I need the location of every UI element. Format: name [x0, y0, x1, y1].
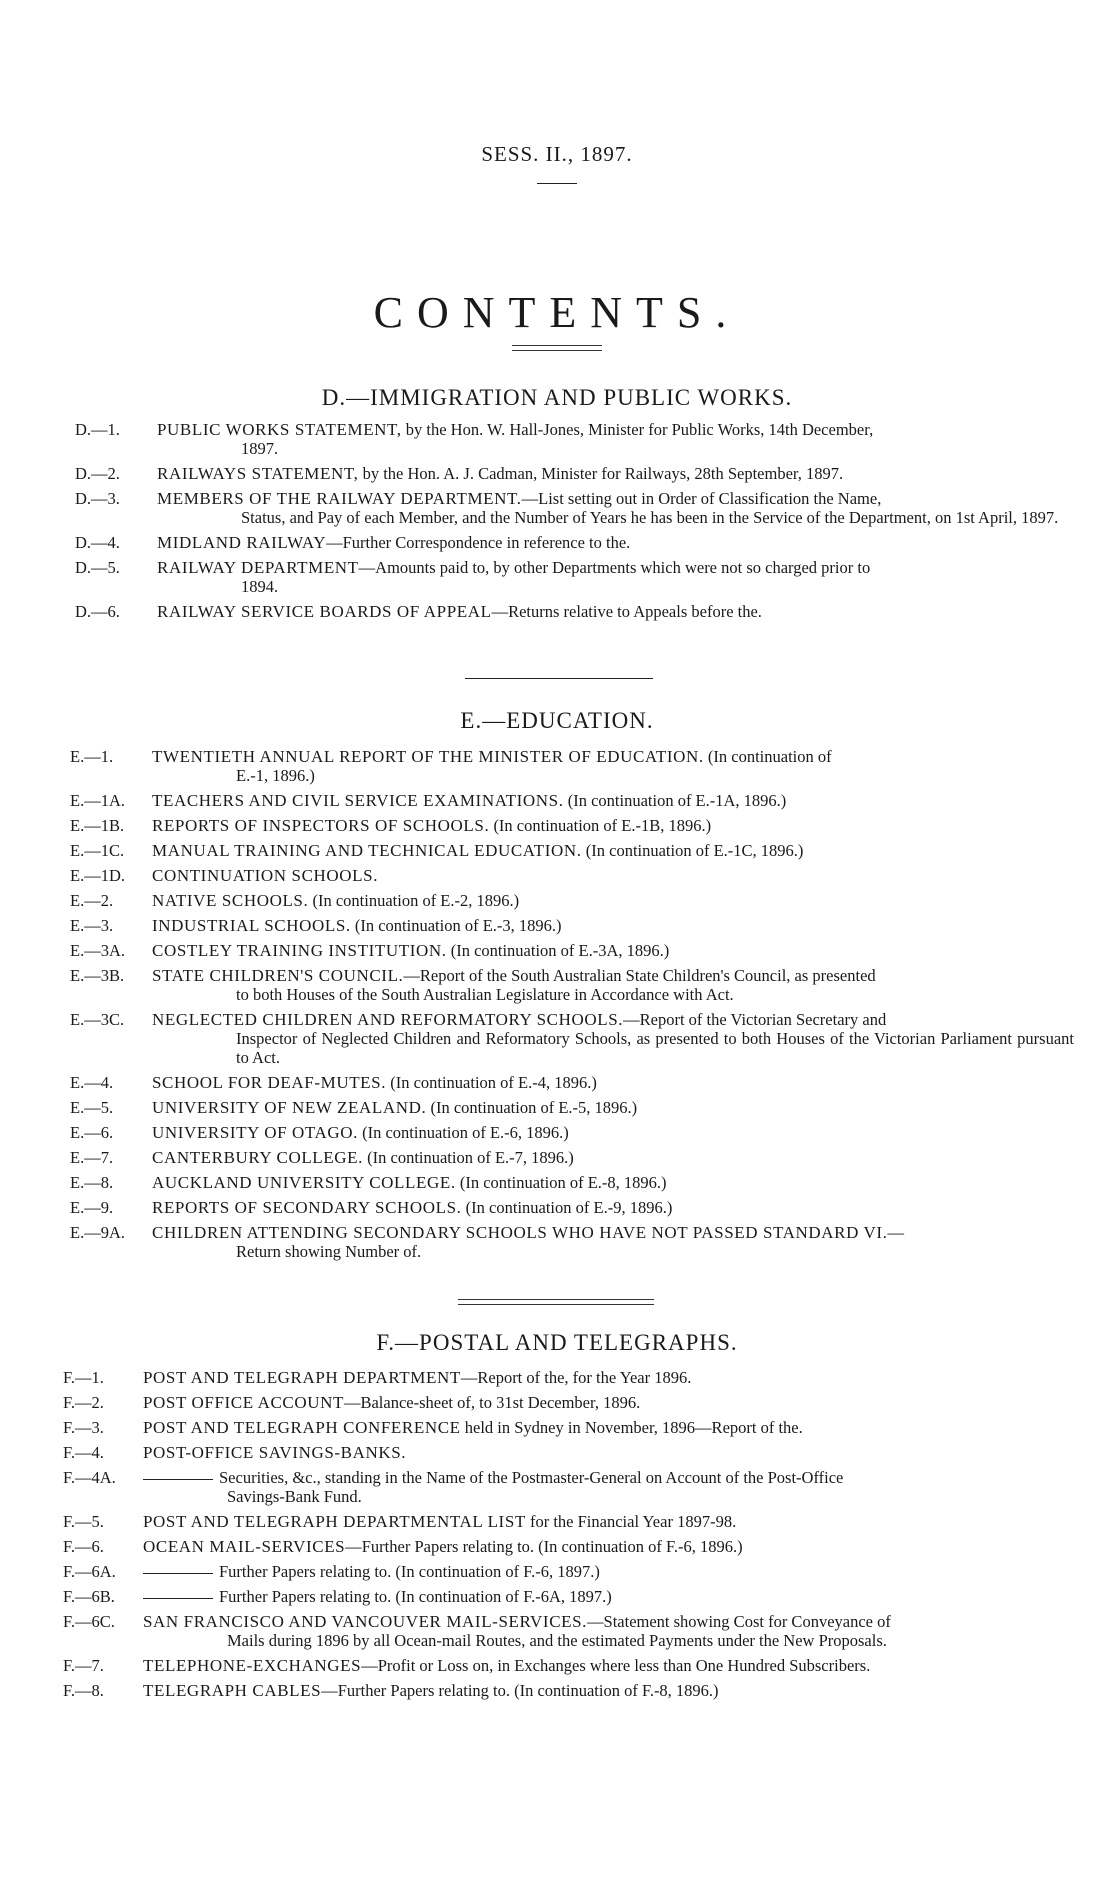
entry-description: (In continuation of E.-1C, 1896.): [581, 841, 804, 860]
entry-text: [152, 791, 1074, 810]
section-heading-e: E.—EDUCATION.: [460, 708, 654, 733]
header-rule: [537, 183, 577, 184]
entry-code: E.—1.: [70, 747, 114, 766]
entry-title: REPORTS OF SECONDARY SCHOOLS.: [152, 1198, 462, 1217]
entry-code: F.—6A.: [63, 1562, 116, 1581]
entry-text: [143, 1537, 1064, 1556]
entry-text: [143, 1656, 1064, 1675]
entry-code: F.—4A.: [63, 1468, 116, 1487]
entry-title: MEMBERS OF THE RAILWAY DEPARTMENT.: [157, 489, 522, 508]
entry-code: D.—4.: [75, 533, 120, 552]
entry-title: TEACHERS AND CIVIL SERVICE EXAMINATIONS.: [152, 791, 564, 810]
contents-entry: [63, 1468, 1064, 1506]
entry-text: [143, 1512, 1064, 1531]
contents-entry: [63, 1418, 1064, 1437]
entry-continuation: 1897.: [241, 439, 279, 458]
contents-entry: [63, 1443, 1064, 1462]
contents-entry: [63, 1368, 1064, 1387]
entry-description: (In continuation of E.-2, 1896.): [308, 891, 520, 910]
contents-entry: [70, 1223, 1074, 1261]
entry-text: [152, 841, 1074, 860]
entry-continuation: Savings-Bank Fund.: [227, 1487, 362, 1506]
entry-code: F.—4.: [63, 1443, 104, 1462]
contents-entry: [75, 464, 1078, 483]
entry-text: [152, 1123, 1074, 1142]
entry-title: MANUAL TRAINING AND TECHNICAL EDUCATION.: [152, 841, 582, 860]
entry-text: [157, 489, 1078, 527]
ditto-dash: [143, 1598, 213, 1599]
entry-code: D.—2.: [75, 464, 120, 483]
entry-text: [152, 816, 1074, 835]
entry-text: [152, 1173, 1074, 1192]
entry-text: [157, 420, 1078, 458]
contents-entry: [70, 1073, 1074, 1092]
contents-entry: [70, 866, 1074, 885]
contents-entry: [70, 916, 1074, 935]
entry-code: F.—2.: [63, 1393, 104, 1412]
entry-description: Further Papers relating to. (In continuation of F.-6A, 1897.): [219, 1587, 612, 1606]
entry-title: POST AND TELEGRAPH CONFERENCE: [143, 1418, 461, 1437]
entry-code: E.—1A.: [70, 791, 125, 810]
entry-code: F.—6C.: [63, 1612, 115, 1631]
contents-entry: [70, 1010, 1074, 1067]
entry-continuation: Status, and Pay of each Member, and the Number of Years he has been in the Service of the Department, on 1st April, 1897.: [241, 508, 1059, 527]
section-e-entries: [70, 747, 1074, 1267]
entry-title: POST AND TELEGRAPH DEPARTMENT: [143, 1368, 461, 1387]
session-header: SESS. II., 1897.: [481, 142, 633, 166]
ditto-dash: [143, 1573, 213, 1574]
entry-text: [152, 916, 1074, 935]
entry-continuation: 1894.: [241, 577, 279, 596]
entry-text: [157, 602, 1078, 621]
entry-continuation: Return showing Number of.: [236, 1242, 422, 1261]
section-divider-d-e: [465, 678, 653, 679]
entry-text: [143, 1468, 1064, 1506]
contents-entry: [70, 747, 1074, 785]
contents-entry: [70, 841, 1074, 860]
entry-text: [143, 1562, 1064, 1581]
entry-title: OCEAN MAIL-SERVICES: [143, 1537, 346, 1556]
entry-text: [143, 1612, 1064, 1650]
entry-title: POST AND TELEGRAPH DEPARTMENTAL LIST: [143, 1512, 526, 1531]
entry-code: E.—3.: [70, 916, 114, 935]
entry-code: F.—3.: [63, 1418, 104, 1437]
entry-text: [152, 1073, 1074, 1092]
entry-code: E.—8.: [70, 1173, 114, 1192]
entry-description: —Statement showing Cost for Conveyance of: [587, 1612, 891, 1631]
entry-title: CHILDREN ATTENDING SECONDARY SCHOOLS WHO HAVE NOT PASSED STANDARD VI.: [152, 1223, 888, 1242]
entry-description: by the Hon. W. Hall-Jones, Minister for Public Works, 14th December,: [401, 420, 874, 439]
contents-entry: [70, 791, 1074, 810]
contents-entry: [63, 1681, 1064, 1700]
entry-description: (In continuation of E.-9, 1896.): [461, 1198, 673, 1217]
entry-description: —Report of the South Australian State Children's Council, as presented: [403, 966, 876, 985]
entry-title: COSTLEY TRAINING INSTITUTION.: [152, 941, 447, 960]
entry-description: (In continuation of E.-1A, 1896.): [563, 791, 787, 810]
entry-description: —Returns relative to Appeals before the.: [491, 602, 762, 621]
entry-description: held in Sydney in November, 1896—Report of the.: [460, 1418, 803, 1437]
entry-description: —: [887, 1223, 905, 1242]
entry-title: RAILWAYS STATEMENT,: [157, 464, 359, 483]
entry-description: (In continuation of: [703, 747, 832, 766]
entry-description: (In continuation of E.-1B, 1896.): [489, 816, 712, 835]
entry-description: —List setting out in Order of Classification the Name,: [521, 489, 882, 508]
entry-text: [143, 1393, 1064, 1412]
entry-description: (In continuation of E.-4, 1896.): [386, 1073, 597, 1092]
entry-description: by the Hon. A. J. Cadman, Minister for Railways, 28th September, 1897.: [358, 464, 844, 483]
entry-text: [152, 747, 1074, 785]
entry-text: [157, 464, 1078, 483]
contents-entry: [75, 602, 1078, 621]
entry-text: [143, 1418, 1064, 1437]
entry-description: (In continuation of E.-3A, 1896.): [446, 941, 670, 960]
entry-title: POST-OFFICE SAVINGS-BANKS.: [143, 1443, 407, 1462]
entry-code: E.—5.: [70, 1098, 114, 1117]
entry-title: NEGLECTED CHILDREN AND REFORMATORY SCHOOLS.: [152, 1010, 624, 1029]
entry-text: [152, 1098, 1074, 1117]
entry-text: [157, 533, 1078, 552]
entry-code: E.—9A.: [70, 1223, 125, 1242]
entry-code: D.—6.: [75, 602, 120, 621]
contents-entry: [63, 1656, 1064, 1675]
contents-entry: [63, 1612, 1064, 1650]
entry-text: [152, 1198, 1074, 1217]
entry-description: —Report of the Victorian Secretary and: [623, 1010, 887, 1029]
contents-entry: [75, 558, 1078, 596]
section-heading-f: F.—POSTAL AND TELEGRAPHS.: [376, 1330, 738, 1355]
entry-title: SAN FRANCISCO AND VANCOUVER MAIL-SERVICES.: [143, 1612, 588, 1631]
entry-title: NATIVE SCHOOLS.: [152, 891, 309, 910]
entry-title: UNIVERSITY OF OTAGO.: [152, 1123, 358, 1142]
entry-text: [152, 941, 1074, 960]
entry-code: F.—5.: [63, 1512, 104, 1531]
entry-title: INDUSTRIAL SCHOOLS.: [152, 916, 351, 935]
contents-entry: [70, 1198, 1074, 1217]
entry-title: AUCKLAND UNIVERSITY COLLEGE.: [152, 1173, 456, 1192]
page-title: CONTENTS.: [373, 288, 741, 338]
section-divider-e-f: [458, 1299, 654, 1305]
entry-text: [152, 1010, 1074, 1067]
entry-code: F.—6.: [63, 1537, 104, 1556]
entry-title: TELEPHONE-EXCHANGES: [143, 1656, 362, 1675]
entry-title: TELEGRAPH CABLES: [143, 1681, 322, 1700]
entry-text: [143, 1587, 1064, 1606]
contents-entry: [63, 1537, 1064, 1556]
contents-entry: [63, 1393, 1064, 1412]
entry-code: E.—3B.: [70, 966, 125, 985]
entry-code: E.—1C.: [70, 841, 125, 860]
entry-continuation: to both Houses of the South Australian Legislature in Accordance with Act.: [236, 985, 734, 1004]
section-heading-d: D.—IMMIGRATION AND PUBLIC WORKS.: [321, 385, 793, 410]
contents-entry: [70, 966, 1074, 1004]
entry-description: —Profit or Loss on, in Exchanges where less than One Hundred Subscribers.: [361, 1656, 871, 1675]
entry-code: E.—4.: [70, 1073, 114, 1092]
entry-title: POST OFFICE ACCOUNT: [143, 1393, 344, 1412]
entry-description: Securities, &c., standing in the Name of the Postmaster-General on Account of the Post-Office: [219, 1468, 844, 1487]
entry-text: [157, 558, 1078, 596]
entry-code: E.—1D.: [70, 866, 125, 885]
entry-text: [143, 1368, 1064, 1387]
entry-title: STATE CHILDREN'S COUNCIL.: [152, 966, 404, 985]
entry-title: SCHOOL FOR DEAF-MUTES.: [152, 1073, 387, 1092]
contents-entry: [70, 891, 1074, 910]
entry-title: MIDLAND RAILWAY: [157, 533, 327, 552]
entry-text: [143, 1443, 1064, 1462]
entry-description: —Amounts paid to, by other Departments which were not so charged prior to: [358, 558, 871, 577]
contents-entry: [70, 1123, 1074, 1142]
entry-code: F.—7.: [63, 1656, 104, 1675]
entry-title: TWENTIETH ANNUAL REPORT OF THE MINISTER OF EDUCATION.: [152, 747, 704, 766]
contents-entry: [70, 941, 1074, 960]
entry-code: E.—1B.: [70, 816, 125, 835]
entry-text: [152, 866, 1074, 885]
entry-description: (In continuation of E.-7, 1896.): [363, 1148, 574, 1167]
entry-description: (In continuation of E.-5, 1896.): [426, 1098, 638, 1117]
entry-code: E.—6.: [70, 1123, 114, 1142]
entry-code: F.—1.: [63, 1368, 104, 1387]
entry-code: D.—3.: [75, 489, 120, 508]
entry-continuation: Mails during 1896 by all Ocean-mail Routes, and the estimated Payments under the New Proposals.: [227, 1631, 887, 1650]
entry-code: E.—3C.: [70, 1010, 125, 1029]
entry-text: [152, 891, 1074, 910]
contents-entry: [70, 1173, 1074, 1192]
entry-title: UNIVERSITY OF NEW ZEALAND.: [152, 1098, 427, 1117]
entry-title: PUBLIC WORKS STATEMENT,: [157, 420, 402, 439]
entry-title: CANTERBURY COLLEGE.: [152, 1148, 363, 1167]
entry-description: —Further Correspondence in reference to the.: [326, 533, 631, 552]
entry-code: F.—6B.: [63, 1587, 115, 1606]
contents-entry: [70, 1098, 1074, 1117]
entry-code: D.—5.: [75, 558, 120, 577]
contents-entry: [63, 1512, 1064, 1531]
entry-title: RAILWAY DEPARTMENT: [157, 558, 359, 577]
entry-continuation: E.-1, 1896.): [236, 766, 315, 785]
contents-entry: [63, 1562, 1064, 1581]
entry-code: F.—8.: [63, 1681, 104, 1700]
entry-continuation: Inspector of Neglected Children and Reformatory Schools, as presented to both Houses of the Victorian Parliament pursuant to Act.: [236, 1029, 1074, 1067]
ditto-dash: [143, 1479, 213, 1480]
entry-description: (In continuation of E.-6, 1896.): [357, 1123, 569, 1142]
entry-text: [143, 1681, 1064, 1700]
contents-entry: [75, 420, 1078, 458]
entry-code: E.—2.: [70, 891, 114, 910]
entry-description: —Balance-sheet of, to 31st December, 1896.: [343, 1393, 641, 1412]
entry-code: E.—7.: [70, 1148, 114, 1167]
entry-text: [152, 1223, 1074, 1261]
entry-title: REPORTS OF INSPECTORS OF SCHOOLS.: [152, 816, 490, 835]
entry-description: —Further Papers relating to. (In continuation of F.-6, 1896.): [345, 1537, 743, 1556]
contents-entry: [70, 816, 1074, 835]
entry-description: for the Financial Year 1897-98.: [525, 1512, 737, 1531]
title-double-rule: [512, 345, 602, 351]
entry-title: CONTINUATION SCHOOLS.: [152, 866, 379, 885]
contents-entry: [70, 1148, 1074, 1167]
entry-text: [152, 966, 1074, 1004]
section-f-entries: [63, 1368, 1064, 1706]
entry-text: [152, 1148, 1074, 1167]
contents-entry: [75, 489, 1078, 527]
entry-description: —Further Papers relating to. (In continuation of F.-8, 1896.): [321, 1681, 719, 1700]
section-d-entries: [75, 420, 1078, 627]
entry-description: (In continuation of E.-8, 1896.): [455, 1173, 667, 1192]
contents-entry: [63, 1587, 1064, 1606]
entry-description: Further Papers relating to. (In continuation of F.-6, 1897.): [219, 1562, 600, 1581]
entry-code: E.—3A.: [70, 941, 125, 960]
entry-description: (In continuation of E.-3, 1896.): [350, 916, 562, 935]
contents-entry: [75, 533, 1078, 552]
entry-code: D.—1.: [75, 420, 120, 439]
entry-code: E.—9.: [70, 1198, 114, 1217]
entry-description: —Report of the, for the Year 1896.: [460, 1368, 692, 1387]
entry-title: RAILWAY SERVICE BOARDS OF APPEAL: [157, 602, 492, 621]
